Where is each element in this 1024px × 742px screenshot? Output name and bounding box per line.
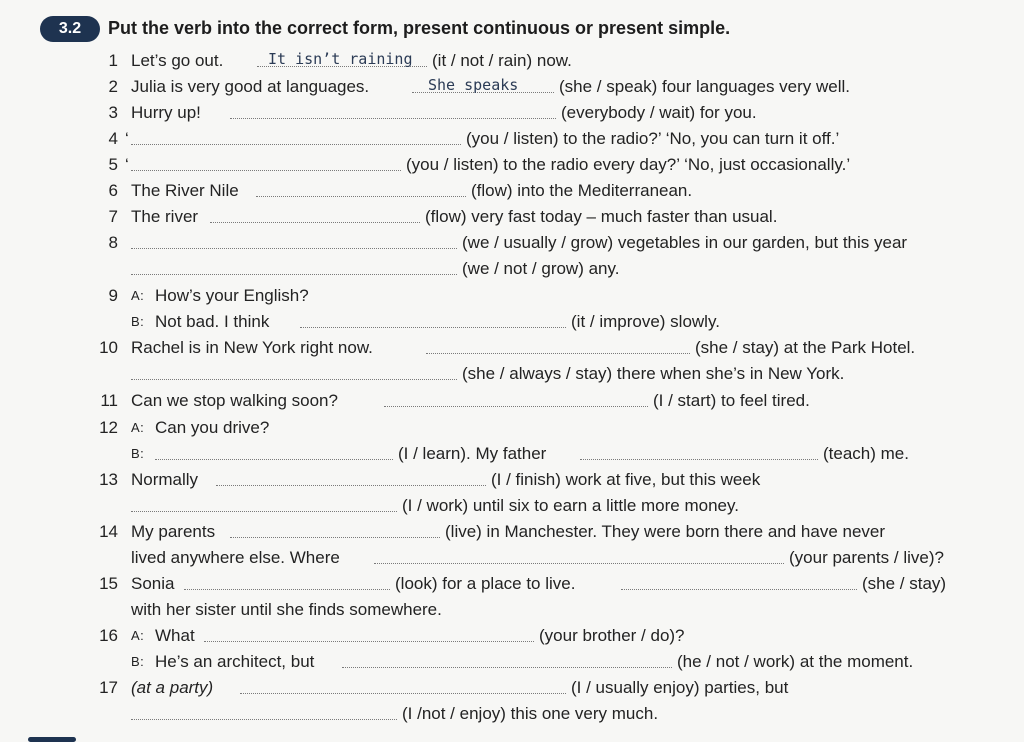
- speaker-label: A:: [131, 420, 145, 435]
- handwritten-answer: She speaks: [428, 76, 519, 94]
- answer-blank[interactable]: [256, 196, 466, 197]
- item-number: 8: [108, 233, 118, 252]
- item-text: ‘: [125, 129, 129, 148]
- answer-blank[interactable]: [300, 327, 566, 328]
- item-text: Sonia: [131, 574, 175, 593]
- item-text: Can we stop walking soon?: [131, 391, 338, 410]
- answer-blank[interactable]: [621, 589, 857, 590]
- item-text: (it / not / rain) now.: [432, 51, 572, 70]
- answer-blank[interactable]: [131, 274, 457, 275]
- item-text: Hurry up!: [131, 103, 201, 122]
- item-text: (everybody / wait) for you.: [561, 103, 757, 122]
- item-text: He’s an architect, but: [155, 652, 315, 671]
- item-number: 5: [108, 155, 118, 174]
- answer-blank[interactable]: [216, 485, 486, 486]
- item-text: What: [155, 626, 195, 645]
- answer-blank[interactable]: [204, 641, 534, 642]
- handwritten-answer: It isn’t raining: [268, 50, 413, 68]
- item-text: (I /not / enjoy) this one very much.: [402, 704, 659, 723]
- item-number: 12: [99, 418, 118, 437]
- item-number: 6: [108, 181, 118, 200]
- speaker-label: A:: [131, 628, 145, 643]
- item-text: (you / listen) to the radio every day?’ ‘No, just occasionally.’: [406, 155, 851, 174]
- item-text: The river: [131, 207, 199, 226]
- item-text: Not bad. I think: [155, 312, 270, 331]
- item-text: (flow) into the Mediterranean.: [471, 181, 693, 200]
- answer-blank[interactable]: [155, 459, 393, 460]
- item-text: (you / listen) to the radio?’ ‘No, you can turn it off.’: [466, 129, 840, 148]
- item-text: Normally: [131, 470, 199, 489]
- item-number: 7: [108, 207, 118, 226]
- item-number: 11: [100, 391, 118, 410]
- item-text: (your brother / do)?: [539, 626, 685, 645]
- item-number: 2: [108, 77, 118, 96]
- answer-blank[interactable]: [230, 537, 440, 538]
- answer-blank[interactable]: [131, 170, 401, 171]
- item-text: (flow) very fast today – much faster than usual.: [425, 207, 778, 226]
- item-number: 15: [99, 574, 118, 593]
- item-text: Let’s go out.: [131, 51, 224, 70]
- answer-blank[interactable]: [230, 118, 556, 119]
- item-number: 14: [99, 522, 118, 541]
- item-text: (I / usually enjoy) parties, but: [571, 678, 789, 697]
- answer-blank[interactable]: [426, 353, 690, 354]
- speaker-label: B:: [131, 446, 145, 461]
- item-text: lived anywhere else. Where: [131, 548, 340, 567]
- item-text: (live) in Manchester. They were born there and have never: [445, 522, 886, 541]
- page-footer-bar: [28, 737, 76, 742]
- item-number: 13: [99, 470, 118, 489]
- exercise-instruction: Put the verb into the correct form, present continuous or present simple.: [108, 18, 731, 38]
- item-number: 4: [108, 129, 118, 148]
- item-context: (at a party): [131, 678, 214, 697]
- item-text: (I / work) until six to earn a little more money.: [402, 496, 739, 515]
- item-text: (I / finish) work at five, but this week: [491, 470, 761, 489]
- answer-blank[interactable]: [131, 379, 457, 380]
- answer-blank[interactable]: [210, 222, 420, 223]
- item-text: (we / not / grow) any.: [462, 259, 620, 278]
- answer-blank[interactable]: [131, 144, 461, 145]
- item-text: Rachel is in New York right now.: [131, 338, 373, 357]
- answer-blank[interactable]: [131, 719, 397, 720]
- item-text: How’s your English?: [155, 286, 309, 305]
- item-text: with her sister until she finds somewhere.: [131, 600, 442, 619]
- answer-blank[interactable]: [240, 693, 566, 694]
- item-text: The River Nile: [131, 181, 239, 200]
- item-text: Can you drive?: [155, 418, 270, 437]
- item-text: (she / always / stay) there when she’s in New York.: [462, 364, 845, 383]
- item-number: 17: [99, 678, 118, 697]
- answer-blank[interactable]: [580, 459, 818, 460]
- speaker-label: B:: [131, 314, 145, 329]
- item-text: (I / learn). My father: [398, 444, 547, 463]
- exercise-number-badge: 3.2: [40, 16, 100, 42]
- answer-blank[interactable]: [131, 248, 457, 249]
- answer-blank[interactable]: [374, 563, 784, 564]
- item-text: Julia is very good at languages.: [131, 77, 370, 96]
- item-text: (she / stay) at the Park Hotel.: [695, 338, 916, 357]
- speaker-label: B:: [131, 654, 145, 669]
- item-text: My parents: [131, 522, 216, 541]
- speaker-label: A:: [131, 288, 145, 303]
- item-number: 9: [108, 286, 118, 305]
- answer-blank[interactable]: [342, 667, 672, 668]
- answer-blank[interactable]: [384, 406, 648, 407]
- item-text: (teach) me.: [823, 444, 909, 463]
- answer-blank[interactable]: [184, 589, 390, 590]
- item-text: (we / usually / grow) vegetables in our garden, but this year: [462, 233, 908, 252]
- item-number: 3: [108, 103, 118, 122]
- item-text: (your parents / live)?: [789, 548, 944, 567]
- item-number: 16: [99, 626, 118, 645]
- item-text: (look) for a place to live.: [395, 574, 576, 593]
- item-text: (it / improve) slowly.: [571, 312, 720, 331]
- item-text: (she / stay): [862, 574, 947, 593]
- item-text: (she / speak) four languages very well.: [559, 77, 851, 96]
- item-number: 10: [99, 338, 118, 357]
- item-number: 1: [108, 51, 118, 70]
- item-text: (I / start) to feel tired.: [653, 391, 810, 410]
- answer-blank[interactable]: [131, 511, 397, 512]
- item-text: ‘: [125, 155, 129, 174]
- item-text: (he / not / work) at the moment.: [677, 652, 914, 671]
